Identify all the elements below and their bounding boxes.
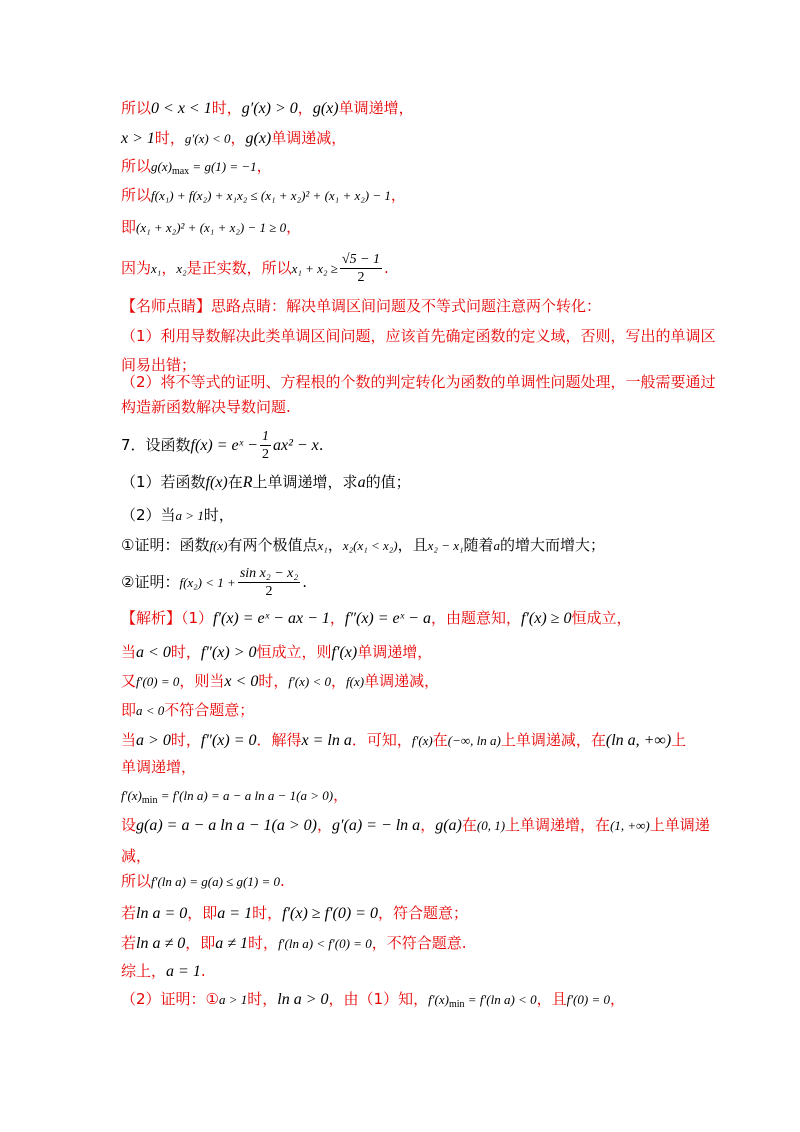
text-run: 减， [121, 847, 152, 865]
math-run: g′(x) > 0 [241, 100, 298, 117]
text-line [121, 248, 389, 289]
math-subscript: min [448, 999, 465, 1010]
text-run: 时， [258, 672, 289, 690]
text-run: ，且 [397, 536, 428, 554]
text-run: 随着 [463, 536, 494, 554]
text-run: ， [420, 816, 436, 834]
problem-statement [121, 425, 324, 466]
math-run: f′(ln a) < f′(0) = 0 [278, 936, 372, 951]
text-run: 设 [121, 816, 137, 834]
math-run: f″(x) = 0 [200, 732, 257, 749]
text-run: ， [286, 218, 302, 236]
text-run: 时， [248, 934, 279, 952]
text-line [121, 902, 468, 925]
math-run: f(x) [346, 674, 365, 689]
text-run: ， [331, 672, 347, 690]
text-run: （2）当 [121, 506, 176, 524]
text-run: 时， [170, 731, 201, 749]
text-run: 又 [121, 672, 137, 690]
math-run: = g(1) = −1 [189, 159, 257, 174]
text-run: 【名师点睛】思路点睛：解决单调区间问题及不等式问题注意两个转化： [121, 297, 602, 315]
text-run: 有两个极值点 [227, 536, 318, 554]
math-run: f″(x) > 0 [200, 644, 257, 661]
text-line [121, 396, 291, 418]
fraction-numerator: sin x₂ − x₂ [239, 566, 299, 581]
text-line [121, 504, 234, 527]
math-run: f′(x) [121, 788, 142, 803]
note-heading [121, 295, 601, 317]
math-run: g(x) [312, 100, 339, 117]
math-run: f(x₂) < 1 + [179, 575, 236, 590]
text-run: . [384, 259, 389, 277]
text-run: （2）将不等式的证明、方程根的个数的判定转化为函数的单调性问题处理，一般需要通过 [121, 373, 716, 391]
text-run: 即 [121, 218, 137, 236]
text-run: 所以 [121, 157, 152, 175]
text-run: ，即 [187, 904, 218, 922]
math-run: a = 1 [166, 963, 201, 980]
text-line [121, 155, 272, 183]
math-run: x < 0 [224, 673, 259, 690]
text-line [121, 784, 348, 812]
text-run: ，由题意知， [430, 609, 521, 627]
text-line [121, 756, 196, 778]
math-run: (1, +∞) [610, 818, 650, 833]
math-run: (x₁ + x₂)² + (x₁ + x₂) − 1 ≥ 0 [136, 220, 287, 235]
math-run: g′(a) = − ln a [331, 817, 421, 834]
text-run: ， [327, 536, 343, 554]
math-run: ln a = 0 [136, 905, 188, 922]
text-run: ．解得 [256, 731, 302, 749]
math-run: x = ln a [301, 732, 352, 749]
fraction-denominator: 2 [261, 447, 269, 462]
text-run: ， [256, 157, 272, 175]
text-run: 不符合题意； [164, 701, 255, 719]
text-run: ， [390, 186, 406, 204]
text-run: 间易出错； [121, 356, 197, 374]
math-run: f′(x) ≥ 0 [520, 610, 572, 627]
text-line [121, 845, 151, 867]
math-run: f′(x) [331, 644, 358, 661]
text-run: ， [230, 129, 246, 147]
text-line [121, 97, 414, 120]
text-run: 恒成立，则 [256, 643, 332, 661]
math-run: x₂(x₁ < x₂) [342, 538, 398, 553]
text-run: 时， [252, 904, 283, 922]
math-run: x₂ − x₁ [427, 538, 464, 553]
fraction-numerator: √5 − 1 [341, 252, 381, 267]
text-run: 时， [170, 643, 201, 661]
text-run: 上单调递增，在 [505, 816, 611, 834]
math-run: f′(x) < 0 [288, 674, 331, 689]
text-run: 单调递增， [357, 643, 433, 661]
math-run: f′(x) [411, 733, 433, 748]
text-line [121, 471, 411, 494]
text-run: 恒成立， [571, 609, 632, 627]
text-run: ， [609, 990, 625, 1008]
text-line [121, 699, 254, 722]
text-run: ．可知， [351, 731, 412, 749]
math-run: f′(0) = 0 [136, 674, 180, 689]
text-run: 单调递增， [121, 758, 197, 776]
text-run: 上单调递增，求 [252, 473, 358, 491]
text-line [121, 216, 301, 239]
text-run: 综上， [121, 962, 167, 980]
math-run: f′(x) [428, 992, 449, 1007]
fraction [238, 565, 300, 600]
math-run: f(x₁) + f(x₂) + x₁x₂ ≤ (x₁ + x₂)² + (x₁ + x₂) − 1 [151, 188, 391, 203]
text-run: 即 [121, 701, 137, 719]
text-line [121, 988, 625, 1016]
text-run: 的值； [365, 473, 411, 491]
math-run: x₁ + x₂ ≥ [291, 261, 338, 276]
math-run: a [493, 538, 501, 553]
text-run: 在 [432, 731, 448, 749]
text-run: 若 [121, 934, 137, 952]
text-run: 所以 [121, 99, 152, 117]
math-run: R [242, 474, 253, 491]
solution-heading [121, 607, 631, 630]
text-run: （1）若函数 [121, 473, 206, 491]
math-run: ln a ≠ 0 [136, 935, 186, 952]
fraction-numerator: 1 [261, 429, 269, 444]
math-run: x₁ [317, 538, 328, 553]
text-run: ，由（1）知， [328, 990, 429, 1008]
text-line [121, 562, 307, 603]
text-run: 当 [121, 731, 137, 749]
text-run: 构造新函数解决导数问题. [121, 398, 291, 416]
fraction [260, 428, 271, 463]
math-run: f(x) [205, 474, 228, 491]
math-run: a > 1 [219, 992, 248, 1007]
text-run: ， [329, 609, 345, 627]
text-line [121, 932, 466, 955]
text-run: 时， [247, 990, 278, 1008]
math-run: a < 0 [136, 644, 171, 661]
text-run: ， [161, 259, 177, 277]
text-run: 时， [211, 99, 242, 117]
math-run: g(x) [151, 159, 172, 174]
math-run: f″(x) = eˣ − a [344, 610, 431, 627]
text-line [121, 729, 686, 752]
math-run: 0 < x < 1 [151, 100, 212, 117]
text-line [121, 534, 605, 557]
math-run: f′(x) ≥ f′(0) = 0 [282, 905, 378, 922]
text-run: 当 [121, 643, 137, 661]
text-run: ，且 [536, 990, 567, 1008]
text-run: （1）利用导数解决此类单调区间问题，应该首先确定函数的定义域，否则，写出的单调区 [121, 327, 716, 345]
text-line [121, 814, 710, 837]
text-run: ，即 [185, 934, 216, 952]
text-run: 在 [227, 473, 243, 491]
text-run: ，则当 [179, 672, 225, 690]
math-run: x₁ [151, 261, 162, 276]
text-run: 上单调递减，在 [500, 731, 606, 749]
math-run: a [357, 474, 366, 491]
text-line [121, 641, 432, 664]
text-line [121, 870, 285, 893]
text-run: ①证明：函数 [121, 536, 210, 554]
math-run: a > 0 [136, 732, 171, 749]
text-run: 单调递增， [338, 99, 414, 117]
text-run: 时， [154, 129, 185, 147]
text-run: ， [316, 816, 332, 834]
math-run: f′(0) = 0 [566, 992, 610, 1007]
math-run: a ≠ 1 [215, 935, 249, 952]
math-subscript: min [141, 795, 158, 806]
text-line [121, 184, 406, 207]
math-run: (ln a, +∞) [605, 732, 672, 749]
text-run: 单调递减， [271, 129, 347, 147]
text-run: ，符合题意； [377, 904, 468, 922]
text-run: 上 [671, 731, 687, 749]
math-run: (−∞, ln a) [447, 733, 501, 748]
text-line [121, 670, 439, 693]
text-run: 在 [461, 816, 477, 834]
math-run: = f′(ln a) < 0 [464, 992, 537, 1007]
text-run: 单调递减， [364, 672, 440, 690]
math-subscript: max [171, 166, 190, 177]
text-run: （2）证明：① [121, 990, 219, 1008]
fraction-denominator: 2 [357, 270, 365, 285]
math-run: g(a) [435, 817, 462, 834]
text-run: 的增大而增大； [500, 536, 606, 554]
text-run: ，不符合题意. [371, 934, 467, 952]
text-run: . [318, 436, 324, 454]
fraction-denominator: 2 [265, 584, 273, 599]
text-run: 【解析】（1） [121, 609, 214, 627]
math-run: g′(x) < 0 [184, 131, 231, 146]
math-run: a = 1 [217, 905, 253, 922]
text-run: 是正实数，所以 [186, 259, 292, 277]
text-run: . [200, 962, 206, 980]
text-run: 因为 [121, 259, 152, 277]
math-run: f′(ln a) = g(a) ≤ g(1) = 0 [151, 874, 280, 889]
text-run: ， [333, 786, 349, 804]
math-run: a > 1 [175, 508, 204, 523]
math-run: f(x) = eˣ − [190, 437, 258, 454]
text-run: ②证明： [121, 573, 180, 591]
math-run: g(x) [245, 130, 272, 147]
math-run: f(x) [209, 538, 228, 553]
text-run: 7．设函数 [121, 436, 191, 454]
math-run: = f′(ln a) = a − a ln a − 1(a > 0) [157, 788, 334, 803]
math-run: x₂ [176, 261, 187, 276]
math-run: f′(x) = eˣ − ax − 1 [213, 610, 330, 627]
text-run: . [280, 872, 285, 890]
fraction [340, 251, 382, 286]
text-run: 所以 [121, 186, 152, 204]
text-run: . [302, 573, 308, 591]
text-run: 时， [203, 506, 234, 524]
text-line [121, 960, 206, 983]
math-run: (0, 1) [476, 818, 506, 833]
math-run: ax² − x [272, 437, 319, 454]
text-run: 所以 [121, 872, 152, 890]
text-run: 若 [121, 904, 137, 922]
math-run: g(a) = a − a ln a − 1(a > 0) [136, 817, 317, 834]
math-run: ln a > 0 [277, 991, 329, 1008]
text-line [121, 325, 716, 347]
text-line [121, 371, 716, 393]
text-line [121, 127, 346, 150]
text-run: ， [297, 99, 313, 117]
math-run: x > 1 [121, 130, 155, 147]
math-run: a < 0 [136, 703, 165, 718]
text-run: 上单调递 [649, 816, 710, 834]
